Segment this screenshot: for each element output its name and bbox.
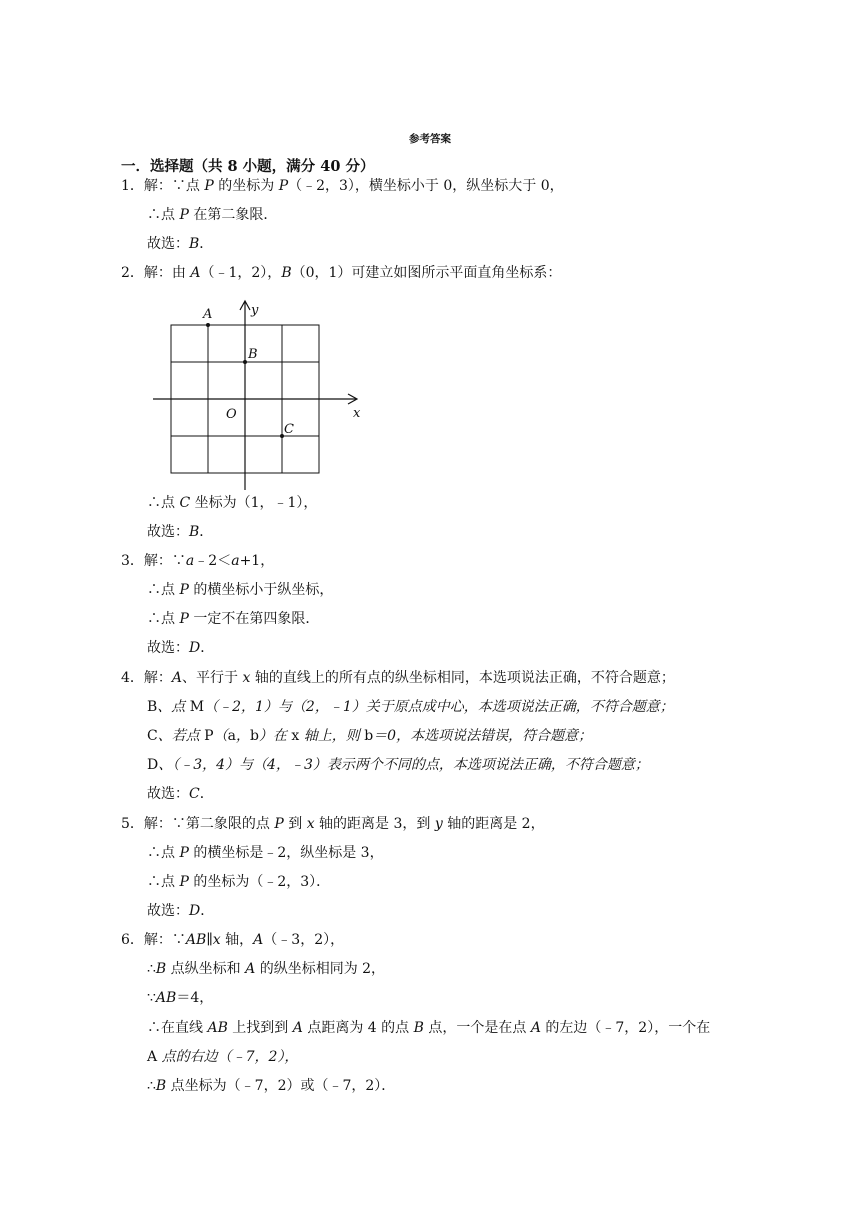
text-segment: 故选： <box>147 236 189 252</box>
math-variable: B <box>413 1020 424 1036</box>
text-segment: （﹣1，2）， <box>200 265 282 281</box>
label-a: A <box>203 307 213 322</box>
math-variable: C <box>179 495 191 511</box>
math-variable: B <box>155 961 167 977</box>
text-segment: 轴， <box>220 932 254 948</box>
text-segment: 6．解：∵ <box>121 932 186 948</box>
math-variable: A <box>530 1020 541 1036</box>
text-segment: 的纵坐标相同为 2， <box>255 961 386 977</box>
math-variable: a <box>231 553 240 569</box>
text-segment: 点纵坐标和 <box>166 961 246 977</box>
math-variable: P <box>179 874 189 890</box>
text-segment: b <box>364 728 374 744</box>
text-segment: 4．解： <box>121 670 172 686</box>
answer-line <box>147 988 213 1008</box>
text-segment: ∴点 <box>147 845 180 861</box>
point-a <box>206 323 210 327</box>
text-segment: ∴点 <box>147 207 180 223</box>
math-variable: P <box>179 845 189 861</box>
math-variable: P <box>179 207 189 223</box>
math-variable: B <box>189 524 200 540</box>
text-segment: 坐标为（1，﹣1）， <box>190 495 318 511</box>
math-variable: AB <box>155 990 177 1006</box>
answer-line <box>147 205 277 225</box>
math-variable: P <box>179 611 189 627</box>
math-variable: y <box>434 816 443 832</box>
text-segment: 在第二象限． <box>188 207 278 223</box>
math-variable: P <box>274 816 284 832</box>
answer-line <box>147 959 385 979</box>
text-segment: b <box>249 728 259 744</box>
text-segment: ＝4， <box>176 990 214 1006</box>
text-segment: x <box>291 728 300 744</box>
math-variable: P <box>179 582 189 598</box>
label-b: B <box>248 347 258 362</box>
text-segment: 3．解：∵ <box>121 553 186 569</box>
math-variable: 、若点 <box>157 728 205 744</box>
math-variable: AB <box>185 932 207 948</box>
answer-line <box>147 493 317 513</box>
answer-line <box>121 176 564 196</box>
math-variable: x <box>306 816 315 832</box>
text-segment: ∴点 <box>147 874 180 890</box>
answer-line <box>147 609 319 629</box>
text-segment: 点，一个是在点 <box>423 1020 531 1036</box>
answer-line <box>121 551 274 571</box>
text-segment: 上找到到 <box>227 1020 293 1036</box>
text-segment: ∴在直线 <box>147 1020 208 1036</box>
text-segment: 点坐标为（﹣7，2）或（﹣7，2）． <box>166 1078 396 1094</box>
math-variable: ＝0，本选项说法错误，符合题意； <box>373 728 593 744</box>
math-variable: 轴上，则 <box>299 728 365 744</box>
answer-line <box>147 843 384 863</box>
text-segment: P <box>204 728 214 744</box>
text-segment: 1．解：∵点 <box>121 178 205 194</box>
text-segment: 的坐标为 <box>213 178 279 194</box>
text-segment: ∴ <box>147 961 156 977</box>
math-variable: 点的右边（﹣7，2）， <box>157 1049 299 1065</box>
math-variable: （﹣2，1）与（2，﹣1）关于原点成中心，本选项说法正确，不符合题意； <box>204 699 674 715</box>
text-segment: 、平行于 <box>182 670 243 686</box>
answer-line <box>147 234 213 254</box>
answer-line <box>147 580 333 600</box>
text-segment: 的横坐标是﹣2，纵坐标是 3， <box>188 845 384 861</box>
text-segment: ∴点 <box>147 582 180 598</box>
text-segment: 故选： <box>147 640 189 656</box>
math-variable: B <box>189 236 200 252</box>
text-segment: 的左边（﹣7，2），一个在 <box>540 1020 711 1036</box>
text-segment: 轴的距离是 2， <box>442 816 545 832</box>
text-segment: a <box>227 728 236 744</box>
label-c: C <box>284 422 294 437</box>
math-variable: x <box>242 670 251 686</box>
math-variable: P <box>278 178 289 194</box>
answer-line <box>147 726 592 746</box>
label-o: O <box>226 407 237 422</box>
text-segment: 轴的距离是 3，到 <box>314 816 435 832</box>
answer-line <box>147 755 649 775</box>
math-variable: B <box>155 1078 167 1094</box>
text-segment: ∥ <box>206 932 213 948</box>
text-segment: 故选： <box>147 524 189 540</box>
text-segment: （0，1）可建立如图所示平面直角坐标系： <box>291 265 562 281</box>
answer-line <box>147 901 214 921</box>
text-segment: D <box>147 757 159 773</box>
answer-line <box>147 784 214 804</box>
text-segment: +1， <box>239 553 275 569</box>
math-variable: A <box>292 1020 303 1036</box>
math-variable: ）在 <box>258 728 292 744</box>
text-segment: ． <box>200 640 215 656</box>
text-segment: （﹣2，3），横坐标小于 0，纵坐标大于 0， <box>288 178 564 194</box>
math-variable: D <box>189 903 201 919</box>
math-variable: 、（﹣3，4）与（4，﹣3）表示两个不同的点，本选项说法正确，不符合题意； <box>158 757 649 773</box>
text-segment: 一定不在第四象限． <box>188 611 320 627</box>
text-segment: 5．解：∵第二象限的点 <box>121 816 275 832</box>
answer-line <box>147 1047 298 1067</box>
answer-line <box>147 697 674 717</box>
text-segment: ∴点 <box>147 611 180 627</box>
text-segment: ∵ <box>147 990 156 1006</box>
text-segment: 的横坐标小于纵坐标， <box>188 582 334 598</box>
answer-line <box>121 930 344 950</box>
text-segment: 故选： <box>147 786 189 802</box>
answer-line <box>147 638 214 658</box>
math-variable: B <box>281 265 292 281</box>
answer-line <box>147 872 330 892</box>
text-segment: 轴的直线上的所有点的纵坐标相同，本选项说法正确，不符合题意； <box>250 670 675 686</box>
math-variable: 、点 <box>157 699 190 715</box>
point-b <box>243 360 247 364</box>
text-segment: 到 <box>283 816 307 832</box>
text-segment: ∴ <box>147 1078 156 1094</box>
math-variable: A <box>253 932 264 948</box>
text-segment: M <box>189 699 205 715</box>
text-segment: C <box>147 728 158 744</box>
text-segment: ﹣2＜ <box>194 553 232 569</box>
answer-line <box>121 814 545 834</box>
math-variable: A <box>171 670 183 686</box>
math-variable: AB <box>207 1020 228 1036</box>
math-variable: C <box>189 786 200 802</box>
math-variable: x <box>212 932 221 948</box>
coordinate-diagram <box>150 298 370 493</box>
math-variable: ， <box>235 728 250 744</box>
answer-line <box>147 1018 710 1038</box>
math-variable: （ <box>213 728 228 744</box>
label-y: y <box>251 303 259 318</box>
text-segment: （﹣3，2）， <box>263 932 345 948</box>
answer-line <box>147 1076 395 1096</box>
text-segment: 2．解：由 <box>121 265 191 281</box>
math-variable: A <box>190 265 201 281</box>
text-segment: 点距离为 4 的点 <box>302 1020 414 1036</box>
math-variable: P <box>204 178 214 194</box>
answer-line <box>121 668 675 688</box>
text-segment: ． <box>199 236 214 252</box>
text-segment: 故选： <box>147 903 189 919</box>
text-segment: ． <box>199 786 214 802</box>
text-segment: ． <box>199 524 214 540</box>
label-x: x <box>353 406 361 421</box>
text-segment: 的坐标为（﹣2，3）． <box>188 874 331 890</box>
text-segment: A <box>147 1049 158 1065</box>
text-segment: B <box>147 699 158 715</box>
answer-line <box>147 522 213 542</box>
text-segment: ∴点 <box>147 495 180 511</box>
section-heading: 一．选择题（共 8 小题，满分 40 分） <box>121 158 375 175</box>
text-segment: ． <box>200 903 215 919</box>
math-variable: D <box>189 640 201 656</box>
math-variable: A <box>245 961 256 977</box>
math-variable: a <box>185 553 195 569</box>
answer-line <box>121 263 561 283</box>
page-title: 参考答案 <box>409 133 451 145</box>
